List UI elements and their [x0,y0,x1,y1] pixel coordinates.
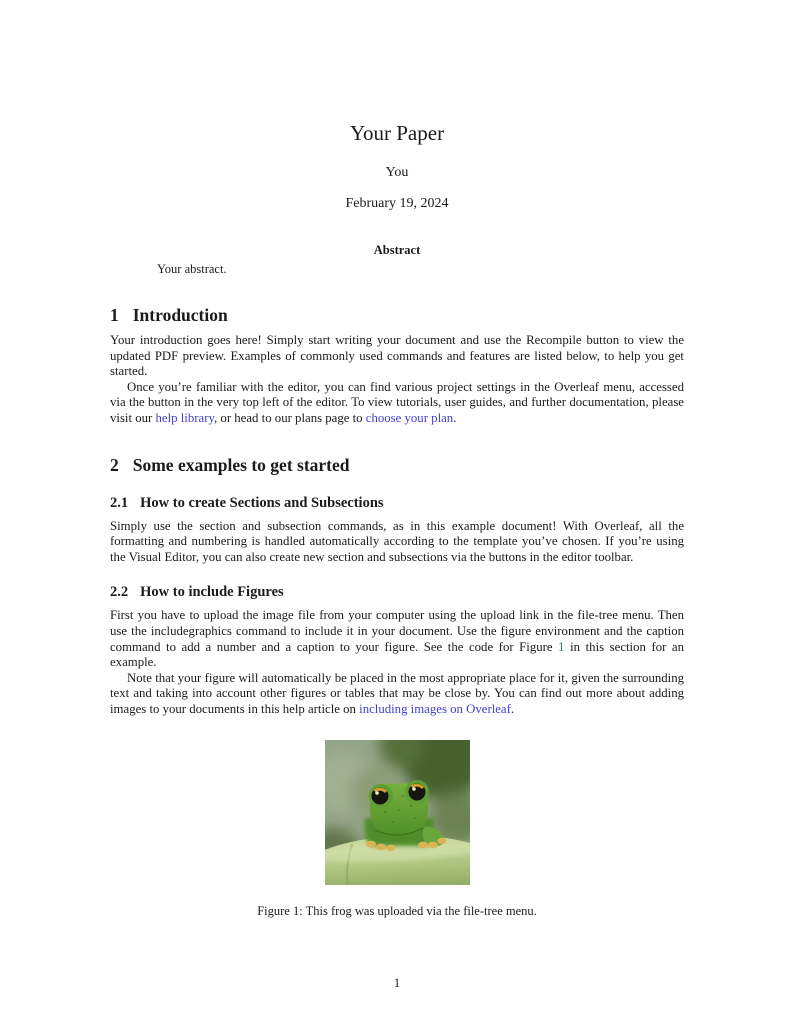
choose-your-plan-link[interactable]: choose your plan [365,410,454,425]
document-page [110,0,684,1028]
figures-paragraph-2 [110,671,684,718]
text-run: Once you’re familiar with the editor, you can find various project settings in the Overleaf menu, accessed via the button in the very top left of the editor. To view tutorials, user guides, and further documentation, please visit our [110,379,684,425]
text-run: . [510,701,515,716]
abstract-heading: Abstract [373,243,421,257]
figure-1 [110,740,684,919]
paper-date: February 19, 2024 [345,196,449,211]
figures-paragraph-1 [110,608,684,670]
text-run: Your introduction goes here! Simply start writing your document and use the Recompile button to view the updated PDF preview. Examples of commonly used commands and features are listed below, to help you get started. [110,333,684,379]
including-images-on-overleaf-link[interactable]: including images on Overleaf [359,701,511,716]
section-number: 2 [110,454,119,475]
text-run: in this section for an example. [110,639,685,670]
intro-paragraph-1 [110,333,684,380]
frog-image [325,740,470,885]
section-number: 1 [110,305,119,325]
intro-paragraph-2 [110,380,684,427]
text-run: , or head to our plans page to [214,410,366,425]
subsection-title: How to include Figures [140,584,284,601]
figure-caption: Figure 1: This frog was uploaded via the file-tree menu. [257,903,537,918]
text-run: First you have to upload the image file from your computer using the upload link in the file-tree menu. Then use the includegraphics command to include it in your document. Use the figure environment and the caption command to add a number and a caption to your figure. See the code for Figure [110,608,684,654]
subsection-2-1-paragraph [110,519,684,566]
subsection-number: 2.2 [110,584,129,601]
paper-title: Your Paper [349,121,445,145]
text-run: Note that your figure will automatically be placed in the most appropriate place for it, given the surrounding text and taking into account other figures or tables that may be close by. You can find out more about adding images to your documents in this help article on [110,670,684,716]
section-title: Introduction [132,305,228,325]
page-number: 1 [393,976,401,990]
subsection-number: 2.1 [110,494,129,511]
section-title: Some examples to get started [132,454,350,475]
section-2-heading [110,455,684,476]
subsection-2-2-heading [110,583,684,601]
abstract-text: Your abstract. [157,262,227,276]
help-library-link[interactable]: help library [155,410,215,425]
subsection-2-1-heading [110,494,684,512]
paper-author: You [385,165,409,180]
section-1-heading [110,305,684,326]
text-run: . [453,410,457,425]
text-run: Simply use the section and subsection commands, as in this example document! With Overleaf, all the formatting and numbering is handled automatically according to the template you’ve chosen. If you’re using the Visual Editor, you can also create new section and subsections via the buttons in the editor toolbar. [110,518,684,564]
figure-1-ref[interactable]: 1 [558,639,565,654]
subsection-title: How to create Sections and Subsections [140,494,384,511]
